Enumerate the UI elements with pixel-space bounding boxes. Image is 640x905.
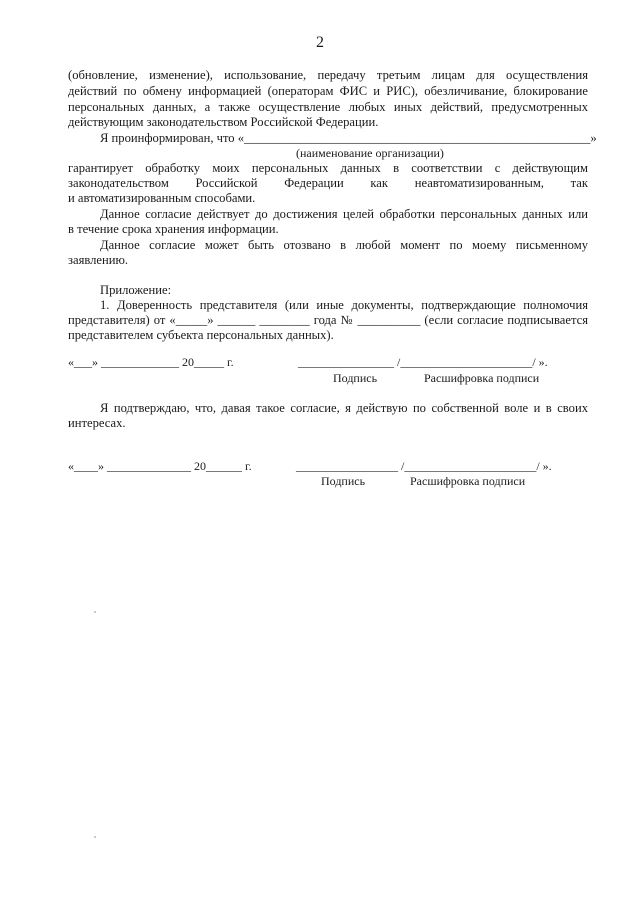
- validity-line-2: в течение срока хранения информации.: [68, 222, 279, 236]
- guarantee-line-1: гарантирует обработку моих персональных данных в соответствии с действующим: [68, 161, 588, 175]
- signature-decode-label-1: Расшифровка подписи: [424, 371, 540, 385]
- signature-line-2: _________________ /______________________/ ».: [296, 459, 552, 473]
- scan-speck: [94, 611, 96, 613]
- attachment-line-2: представителя) от «_____» ______ ________ года № __________ (если согласие подписывается: [68, 313, 588, 327]
- attachment-line-3: представителем субъекта персональных данных).: [68, 328, 334, 342]
- scan-speck: [94, 836, 96, 838]
- org-name-caption: (наименование организации): [296, 146, 444, 160]
- guarantee-line-2: законодательством Российской Федерации как неавтоматизированным, так: [68, 176, 588, 190]
- revoke-line-1: Данное согласие может быть отозвано в любой момент по моему письменному: [100, 238, 588, 252]
- signature-date-2: «____» ______________ 20______ г.: [68, 459, 252, 473]
- body-line-3: персональных данных, а также осуществление любых иных действий, предусмотренных: [68, 100, 588, 114]
- signature-decode-label-2: Расшифровка подписи: [410, 474, 526, 488]
- revoke-line-2: заявлению.: [68, 253, 129, 267]
- attachment-line-1: 1. Доверенность представителя (или иные документы, подтверждающие полномочия: [100, 298, 588, 312]
- body-line-2: действий по обмену информацией (операторам ФИС и РИС), обезличивание, блокирование: [68, 84, 588, 98]
- validity-line-1: Данное согласие действует до достижения целей обработки персональных данных или: [100, 207, 588, 221]
- attachment-heading: Приложение:: [100, 283, 172, 297]
- body-line-1: (обновление, изменение), использование, передачу третьим лицам для осуществления: [68, 68, 588, 82]
- confirm-line-2: интересах.: [68, 416, 126, 430]
- signature-label-1: Подпись: [333, 371, 378, 385]
- signature-label-2: Подпись: [321, 474, 366, 488]
- informed-line: Я проинформирован, что «_______________________________________________________»: [100, 131, 597, 145]
- guarantee-line-3: и автоматизированным способами.: [68, 191, 256, 205]
- confirm-line-1: Я подтверждаю, что, давая такое согласие, я действую по собственной воле и в своих: [100, 401, 588, 415]
- signature-line-1: ________________ /______________________/ ».: [298, 355, 548, 369]
- body-line-4: действующим законодательством Российской Федерации.: [68, 115, 379, 129]
- page-number: 2: [316, 34, 324, 51]
- signature-date-1: «___» _____________ 20_____ г.: [68, 355, 234, 369]
